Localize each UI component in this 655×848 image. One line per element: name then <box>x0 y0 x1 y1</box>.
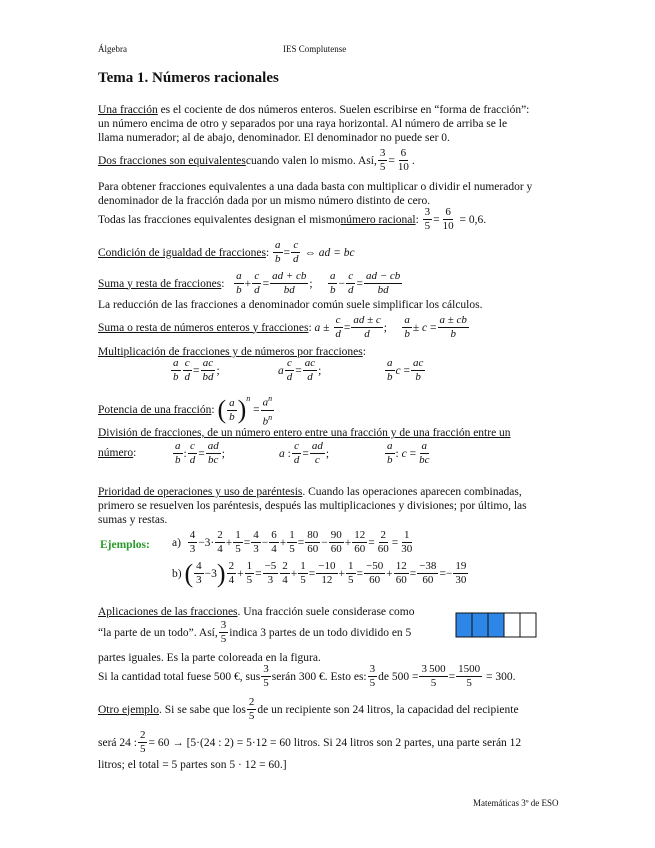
division-formula-1: a b : c d = ad bc ; <box>175 440 225 466</box>
applications-line-2: “la parte de un todo”. Así, 3 5 indica 3 partes de un todo dividido en 5 <box>98 619 412 645</box>
division-line-2: número : <box>98 447 137 459</box>
sum-integer-line: Suma o resta de números enteros y fracciones : a ± c d = ad ± c d ; a b ± c = a ± cb b <box>98 314 467 340</box>
reduction-line: La reducción de las fracciones a denominador común suele simplificar los cálculos. <box>98 299 483 311</box>
figure-part-colored <box>488 613 504 637</box>
division-formula-3: a b : c = a bc <box>387 440 430 466</box>
paragraph-2-line-2: denominador de la fracción dada por un mismo número distinto de cero. <box>98 195 431 207</box>
other-example-line-3: litros; el total = 5 partes son 5 · 12 = 60.] <box>98 759 287 771</box>
example-a: a) 4 3 −3· 2 4 + 1 5 = 4 3 − 6 4 + 1 5 = 80 60 − 90 60 + 12 60 = 2 60 = 1 30 <box>172 529 413 555</box>
figure-part-empty <box>520 613 536 637</box>
intro-line-1: Una fracción es el cociente de dos números enteros. Suelen escribirse en “forma de fracción”: <box>98 104 530 116</box>
figure-part-empty <box>504 613 520 637</box>
example-b: b) ( 4 3 −3 ) 2 4 + 1 5 = −5 3 2 4 + 1 5 = −10 12 + 1 5 = −50 60 + 12 60 = −38 60 =− 19 30 <box>172 558 467 588</box>
priority-line-3: sumas y restas. <box>98 514 168 526</box>
figure-part-colored <box>456 613 472 637</box>
condition-line: Condición de igualdad de fracciones : a b = c d ⇔ ad = bc <box>98 239 355 265</box>
power-line: Potencia de una fracción : ( a b ) $^n$ = $a^n$ $b^n$ <box>98 394 273 428</box>
applications-line-3: partes iguales. Es la parte coloreada en la figura. <box>98 652 321 664</box>
page-title: Tema 1. Números racionales <box>98 70 279 86</box>
header-center: IES Complutense <box>283 44 347 54</box>
division-line-1: División de fracciones, de un número entero entre una fracción y de una fracción entre un <box>98 427 511 439</box>
priority-line-1: Prioridad de operaciones y uso de paréntesis. Cuando las operaciones aparecen combinadas, <box>98 486 522 498</box>
paragraph-2-line-1: Para obtener fracciones equivalentes a una dada basta con multiplicar o dividir el numerador y <box>98 181 533 193</box>
other-example-line-2: será 24 : $\frac{2}{5}$ = 60 → [5·(24 : 2) = 5·12 = 60 litros. Si 24 litros son 2 partes, una parte serán 12 <box>98 729 522 755</box>
multiplication-line: Multiplicación de fracciones y de números por fracciones: <box>98 346 366 358</box>
intro-line-2: un número encima de otro y separados por una raya horizontal. Al número de arriba se le <box>98 118 508 130</box>
examples-label: Ejemplos: <box>100 539 150 551</box>
division-formula-2: a : c d = ad c ; <box>279 440 330 466</box>
header-left: Álgebra <box>98 44 127 54</box>
other-example-line-1: Otro ejemplo . Si se sabe que los 2 5 de un recipiente son 24 litros, la capacidad del recipiente <box>98 696 519 722</box>
applications-line-4: Si la cantidad total fuese 500 €, sus 3 5 serán 300 €. Esto es: 3 5 de 500 = $\frac{3 500}{5}$ = $\frac{1500}{5}$ = 300. <box>98 663 516 689</box>
priority-line-2: primero se resuelven los paréntesis, después las multiplicaciones y divisiones; por último, las <box>98 500 527 512</box>
sum-line: Suma y resta de fracciones : a b + c d = ad + cb bd ; a b − c d = ad − cb bd <box>98 270 401 296</box>
figure-part-colored <box>472 613 488 637</box>
multiplication-formula-2: a c d = ac d ; <box>278 357 322 383</box>
applications-line-1: Aplicaciones de las fracciones. Una fracción suele considerase como <box>98 606 415 618</box>
rational-line: Todas las fracciones equivalentes designan el mismo número racional : 3 5 = $\frac{6}{10}$ = 0,6. <box>98 206 487 232</box>
footer: Matemáticas 3º de ESO <box>473 798 559 808</box>
intro-line-3: llama numerador; al de abajo, denominador. El denominador no puede ser 0. <box>98 132 450 144</box>
equivalent-line: Dos fracciones son equivalentes cuando valen lo mismo. Así, 3 5 = 6 10 . <box>98 147 415 173</box>
multiplication-formula-1: a b c d = ac bd ; <box>173 357 220 383</box>
multiplication-formula-3: a b c = ac b <box>387 357 424 383</box>
fraction-figure <box>455 612 539 638</box>
